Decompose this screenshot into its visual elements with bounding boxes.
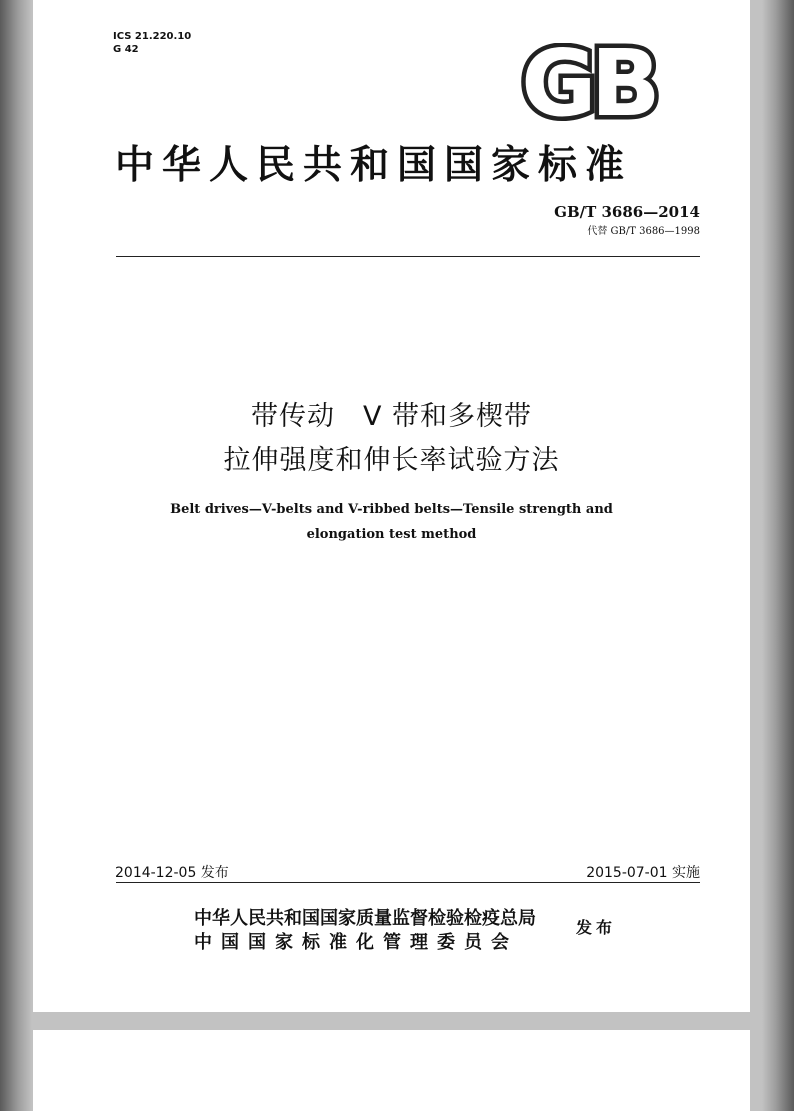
en-title-line-2: elongation test method bbox=[306, 527, 477, 542]
cn-title-line-2: 拉伸强度和伸长率试验方法 bbox=[223, 445, 560, 476]
ccs-code: G 42 bbox=[113, 44, 139, 55]
gb-logo-text: GB bbox=[521, 43, 655, 123]
standard-number: GB/T 3686—2014 bbox=[554, 203, 700, 221]
issue-date: 2014-12-05 发布 bbox=[115, 865, 229, 881]
en-title-line-1: Belt drives—V-belts and V-ribbed belts—Tensile strength and bbox=[170, 502, 613, 517]
implementation-date: 2015-07-01 实施 bbox=[586, 865, 700, 881]
document-page bbox=[33, 0, 750, 1012]
national-standard-title: 中华人民共和国国家标准 bbox=[115, 142, 633, 188]
bottom-divider bbox=[116, 882, 700, 883]
top-divider bbox=[116, 256, 700, 257]
next-page bbox=[33, 1030, 750, 1111]
replaces-standard: 代替 GB/T 3686—1998 bbox=[587, 226, 700, 237]
cn-title-line-1: 带传动 V 带和多楔带 bbox=[250, 401, 533, 432]
publisher-line-2: 中国国家标准化管理委员会 bbox=[194, 932, 518, 953]
publisher-line-1: 中华人民共和国国家质量监督检验检疫总局 bbox=[194, 908, 536, 929]
gb-logo bbox=[513, 43, 663, 123]
publisher-suffix: 发布 bbox=[576, 918, 617, 937]
classification-codes bbox=[113, 30, 191, 56]
ics-code: ICS 21.220.10 bbox=[113, 31, 192, 42]
